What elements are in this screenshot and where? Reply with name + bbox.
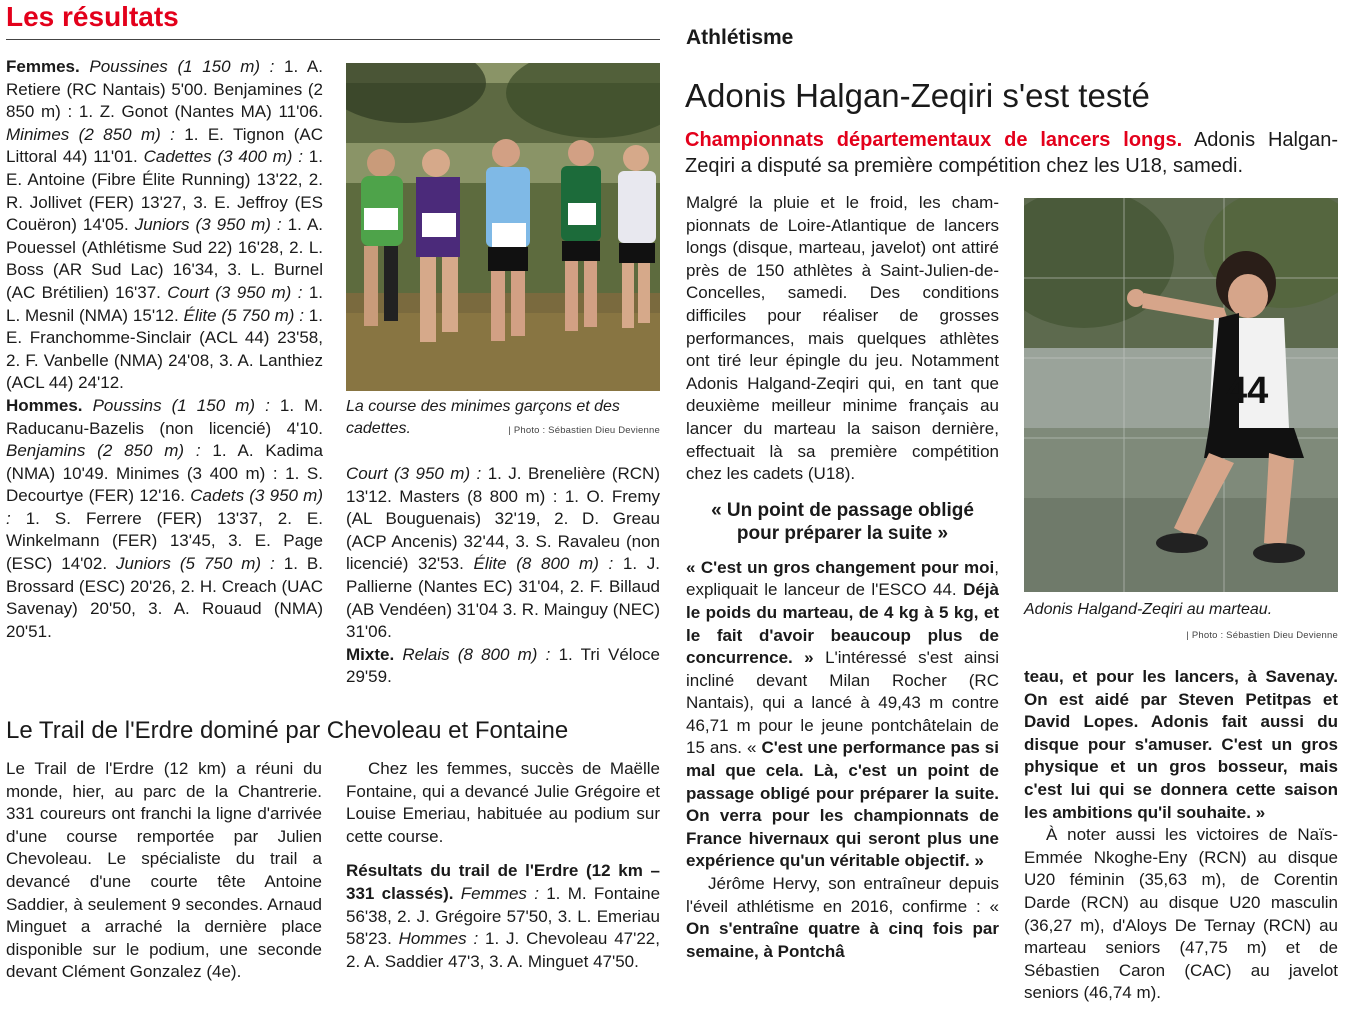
trail-results: Résultats du trail de l'Erdre (12 km – 331 classés). Femmes : 1. M. Fontaine 56'38, 2. J. Grégoire 57'50, 3. L. Emeriau 58'23. Hommes : 1. J. Chevoleau 47'22, 2. A. Saddier 47'3, 3. A. Minguet 47'50. <box>346 861 661 971</box>
hammer-throw-photo-image <box>1024 198 1338 592</box>
article-paragraph-3: Jérôme Hervy, son entraîneur depuis l'éveil athlétisme en 2016, confirme : « On s'entraîne quatre à cinq fois par semaine, à Pontchâ <box>686 874 999 961</box>
article-paragraph-4: teau, et pour les lancers, à Savenay. On est aidé par Steven Petitpas et David Lopes. Adonis fait aussi du disque pour s'amuser. C'est un gros physique et un gros bosseur, mais c'est lui qui se donnera cette saison les ambitions qu'il souhaite. » <box>1024 667 1338 822</box>
section-title: Les résultats <box>6 1 179 32</box>
section-rule <box>6 39 660 40</box>
cross-country-photo <box>346 63 660 391</box>
trail-title: Le Trail de l'Erdre dominé par Chevoleau et Fontaine <box>6 717 569 744</box>
trail-paragraph-1: Le Trail de l'Erdre (12 km) a réuni du monde, hier, au parc de la Chantrerie. 331 coureurs ont franchi la ligne d'arrivée d'une course remportée par Julien Chevoleau. Le spécialiste du trail a devancé d'une courte tête Antoine Saddier, à seulement 9 secondes. Arnaud Minguet a arraché la dernière place disponible sur le podium, une seconde devant Clément Gonzalez (4e). <box>6 759 322 982</box>
article-column-1 <box>686 192 999 963</box>
results-column-1: Femmes. Poussines (1 150 m) : 1. A. Retiere (RC Nantais) 5'00. Benjamines (2 850 m) : 1. Z. Gonot (Nantes MA) 11'06. Minimes (2 850 m) : 1. E. Tignon (AC Littoral 44) 11'01. Cadettes (3 400 m) : 1. E. Antoine (Fibre Élite Running) 13'22, 2. R. Jollivet (FER) 13'27, 3. E. Jeffroy (ES Couëron) 14'05. Juniors (3 950 m) : 1. A. Pouessel (Athlétisme Sud 22) 16'28, 2. L. Boss (AR Sud Lac) 16'34, 3. L. Burnel (AC Brétilien) 16'37. Court (3 950 m) : 1. L. Mesnil (NMA) 15'12. Élite (5 750 m) : 1. E. Franchomme-Sinclair (ACL 44) 23'58, 2. F. Vanbelle (NMA) 24'08, 3. A. Lanthiez (ACL 44) 24'12. Hommes. Poussins (1 150 m) : 1. M. Raducanu-Bazelis (non licencié) 4'10. Benjamins (2 850 m) : 1. A. Kadima (NMA) 10'49. Minimes (3 400 m) : 1. S. Decourtye (FER) 12'16. Cadets (3 950 m) : 1. S. Ferrere (FER) 13'37, 2. E. Winkelmann (FER) 13'45, 3. E. Page (ESC) 14'02. Juniors (5 750 m) : 1. B. Brossard (ESC) 20'26, 2. H. Creach (UAC Savenay) 20'50, 3. A. Rouaud (NMA) 20'51. <box>6 57 324 641</box>
photo-credit: | Photo : Sébastien Dieu Devienne <box>508 425 660 436</box>
bib-number: 44 <box>1226 370 1269 412</box>
article-photo-credit: | Photo : Sébastien Dieu Devienne <box>1186 630 1338 641</box>
article-paragraph-2: « C'est un gros changement pour moi, expliquait le lanceur de l'ESCO 44. Déjà le poids du marteau, de 4 kg à 5 kg, et le fait d'avoir beaucoup plus de concurrence. » L'intéressé s'est ainsi incliné devant Milan Rocher (RC Nantais), qui a lancé à 49,43 m contre 46,71 m pour le jeune pontchâtelain de 15 ans. « C'est une performance pas si mal que cela. Là, c'est un point de passage obligé pour préparer la suite. On verra pour les championnats de France hivernaux qui seront plus une expérience qu'un véritable objectif. » <box>686 557 999 871</box>
article-paragraph-1: Malgré la pluie et le froid, les championnats de Loire-Atlantique de lancers longs (disque, marteau, javelot) ont attiré près de 150 athlètes à Saint-Julien-de-Concelles, samedi. Des conditions difficiles pour réaliser de grosses performances, mais quelques athlètes ont tiré leur épingle du jeu. Notamment Adonis Halgand-Zeqiri qui, en tant que deuxième meilleur minime français au lancer du marteau la saison dernière, effectuait là sa première compétition chez les cadets (U18). <box>686 193 999 484</box>
article-photo-caption: Adonis Halgand-Zeqiri au marteau. <box>1024 601 1273 618</box>
subhead-red: Championnats départementaux de lancers longs. <box>685 129 1183 151</box>
cross-country-photo-image <box>346 63 660 391</box>
rubric: Athlétisme <box>686 26 794 49</box>
photo-caption: La course des minimes garçons et des cadettes. <box>346 398 620 437</box>
pull-quote: « Un point de passage obligé pour préparer la suite » <box>711 499 974 544</box>
results-column-2: Court (3 950 m) : 1. J. Brenelière (RCN) 13'12. Masters (8 800 m) : 1. O. Fremy (AL Bouguenais) 32'19, 2. D. Greau (ACP Ancenis) 32'44, 3. S. Ravaleu (non licencié) 32'53. Élite (8 800 m) : 1. J. Pallierne (Nantes EC) 31'04, 2. F. Billaud (AB Vendéen) 31'04 3. R. Mainguy (NEC) 31'06. Mixte. Relais (8 800 m) : 1. Tri Véloce 29'59. <box>346 464 660 687</box>
article-paragraph-5: À noter aussi les victoires de Naïs-Emmée Nkoghe-Eny (RCN) au disque U20 féminin (35,63 m), de Corentin Darde (RCN) au disque U20 masculin (36,27 m), d'Aloys De Ternay (RCN) au marteau seniors (47,75 m) et de Sébastien Caron (CAC) au javelot seniors (46,74 m). <box>1024 825 1338 1003</box>
subhead-rest: Adonis Halgan-Zeqiri a disputé sa première compétition chez les U18, samedi. <box>685 129 1339 177</box>
trail-paragraph-2: Chez les femmes, succès de Maëlle Fontaine, qui a devancé Julie Grégoire et Louise Emeriau, habituée au podium sur cette course. <box>346 759 660 846</box>
trail-column-1 <box>6 758 322 984</box>
subhead <box>685 127 1338 179</box>
trail-column-2 <box>346 758 660 973</box>
headline: Adonis Halgan-Zeqiri s'est testé <box>685 77 1150 114</box>
article-column-2 <box>1024 666 1338 1005</box>
hammer-throw-photo <box>1024 198 1338 592</box>
